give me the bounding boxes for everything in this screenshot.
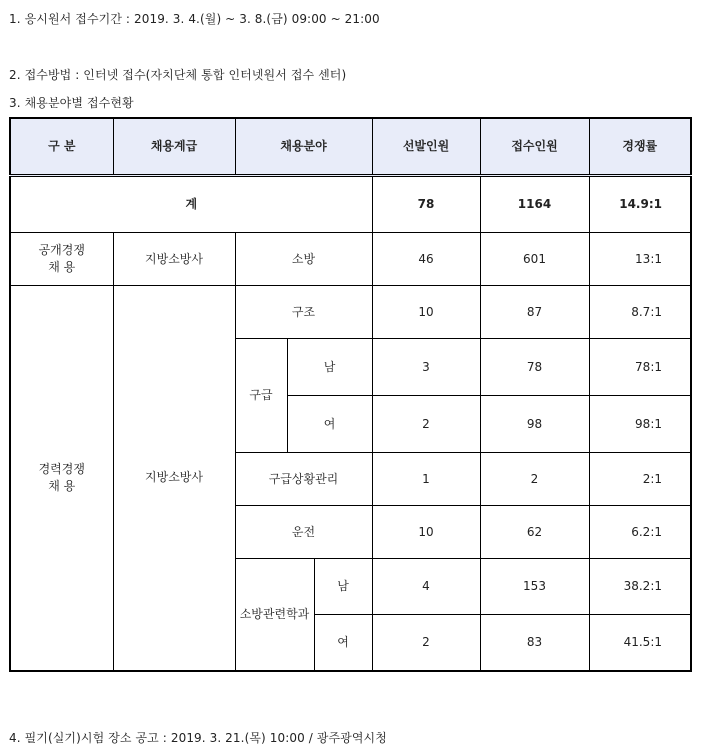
total-label: 계 — [10, 176, 372, 233]
emt-female-selected: 2 — [372, 396, 480, 453]
open-selected: 46 — [372, 233, 480, 286]
table-header-row — [10, 118, 691, 176]
fire-major-field: 소방관련학과 — [235, 559, 314, 671]
header-category: 구 분 — [10, 118, 113, 176]
rescue-applied: 87 — [480, 286, 589, 339]
fire-major-female-sex: 여 — [314, 615, 372, 671]
fire-major-male-ratio: 38.2:1 — [589, 559, 691, 615]
total-row — [10, 176, 691, 233]
emt-mgmt-field: 구급상황관리 — [235, 453, 372, 506]
career-category: 경력경쟁 채 용 — [10, 286, 113, 671]
emt-male-sex: 남 — [287, 339, 372, 396]
exam-notice-text: 4. 필기(실기)시험 장소 공고 : 2019. 3. 21.(목) 10:00 / 광주광역시청 — [9, 731, 387, 745]
header-ratio: 경쟁률 — [589, 118, 691, 176]
fire-major-male-selected: 4 — [372, 559, 480, 615]
emt-mgmt-applied: 2 — [480, 453, 589, 506]
header-field: 채용분야 — [235, 118, 372, 176]
fire-major-female-selected: 2 — [372, 615, 480, 671]
emt-male-ratio: 78:1 — [589, 339, 691, 396]
total-ratio: 14.9:1 — [589, 176, 691, 233]
open-field: 소방 — [235, 233, 372, 286]
emt-field: 구급 — [235, 339, 287, 453]
fire-major-female-ratio: 41.5:1 — [589, 615, 691, 671]
emt-female-applied: 98 — [480, 396, 589, 453]
rescue-selected: 10 — [372, 286, 480, 339]
emt-female-sex: 여 — [287, 396, 372, 453]
application-method-text: 2. 접수방법 : 인터넷 접수(자치단체 통합 인터넷원서 접수 센터) — [9, 68, 347, 82]
driver-applied: 62 — [480, 506, 589, 559]
emt-male-selected: 3 — [372, 339, 480, 396]
open-ratio: 13:1 — [589, 233, 691, 286]
driver-field: 운전 — [235, 506, 372, 559]
emt-female-ratio: 98:1 — [589, 396, 691, 453]
fire-major-female-applied: 83 — [480, 615, 589, 671]
application-status-table — [9, 117, 692, 672]
application-period-text: 1. 응시원서 접수기간 : 2019. 3. 4.(월) ~ 3. 8.(금) 09:00 ~ 21:00 — [9, 12, 380, 26]
emt-male-applied: 78 — [480, 339, 589, 396]
table-row — [10, 233, 691, 286]
status-section-title: 3. 채용분야별 접수현황 — [9, 96, 134, 110]
rescue-field: 구조 — [235, 286, 372, 339]
driver-ratio: 6.2:1 — [589, 506, 691, 559]
header-selected: 선발인원 — [372, 118, 480, 176]
open-category: 공개경쟁 채 용 — [10, 233, 113, 286]
table-row — [10, 286, 691, 339]
driver-selected: 10 — [372, 506, 480, 559]
total-selected: 78 — [372, 176, 480, 233]
header-applied: 접수인원 — [480, 118, 589, 176]
emt-mgmt-selected: 1 — [372, 453, 480, 506]
fire-major-male-sex: 남 — [314, 559, 372, 615]
open-applied: 601 — [480, 233, 589, 286]
header-rank: 채용계급 — [113, 118, 235, 176]
rescue-ratio: 8.7:1 — [589, 286, 691, 339]
total-applied: 1164 — [480, 176, 589, 233]
emt-mgmt-ratio: 2:1 — [589, 453, 691, 506]
fire-major-male-applied: 153 — [480, 559, 589, 615]
career-rank: 지방소방사 — [113, 286, 235, 671]
open-rank: 지방소방사 — [113, 233, 235, 286]
